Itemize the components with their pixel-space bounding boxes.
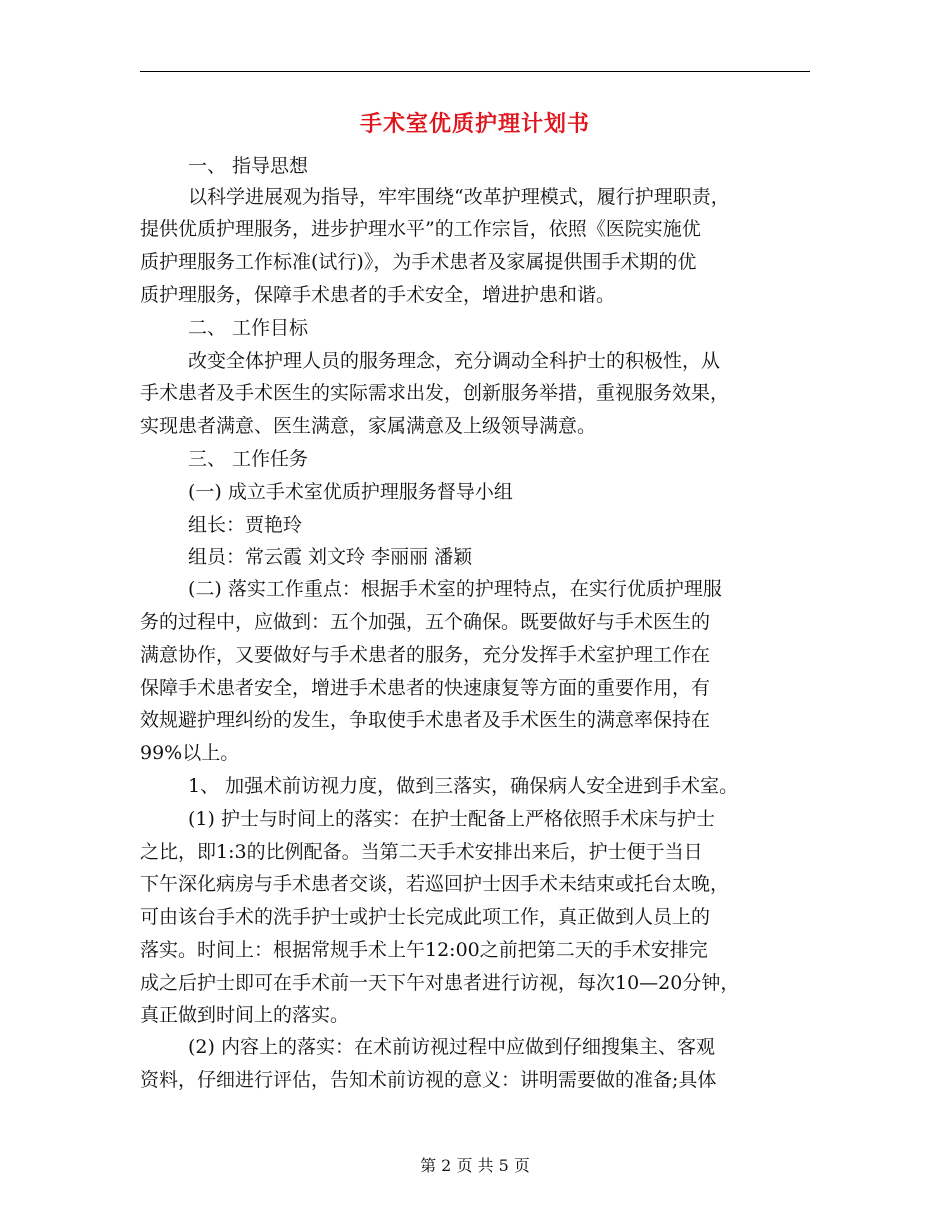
body-text-line: (2) 内容上的落实：在术前访视过程中应做到仔细搜集主、客观 (188, 1036, 715, 1058)
body-text-line: 满意协作，又要做好与手术患者的服务，充分发挥手术室护理工作在 (140, 644, 711, 666)
body-text-line: 以科学进展观为指导，牢牢围绕“改革护理模式，履行护理职责， (188, 186, 730, 208)
section-heading: 一、 指导思想 (188, 155, 309, 177)
body-text-line: 务的过程中，应做到：五个加强，五个确保。既要做好与手术医生的 (140, 611, 711, 633)
body-text-line: 保障手术患者安全，增进手术患者的快速康复等方面的重要作用，有 (140, 677, 711, 699)
body-text-line: 质护理服务工作标准(试行)》，为手术患者及家属提供围手术期的优 (140, 251, 697, 273)
header-rule (140, 71, 810, 72)
body-text-line: 落实。时间上：根据常规手术上午12:00之前把第二天的手术安排完 (140, 939, 708, 961)
body-text-line: 1、 加强术前访视力度，做到三落实，确保病人安全进到手术室。 (188, 775, 739, 797)
subsection-heading: (一) 成立手术室优质护理服务督导小组 (188, 481, 513, 503)
body-text-line: 成之后护士即可在手术前一天下午对患者进行访视，每次10—20分钟， (140, 972, 740, 994)
body-text-line: 下午深化病房与手术患者交谈，若巡回护士因手术未结束或托台太晚， (140, 873, 730, 895)
body-text-line: 质护理服务，保障手术患者的手术安全，增进护患和谐。 (140, 284, 616, 306)
body-text-line: 手术患者及手术医生的实际需求出发，创新服务举措，重视服务效果， (140, 382, 730, 404)
body-text-line: 99%以上。 (140, 742, 240, 764)
body-text-line: 提供优质护理服务，进步护理水平”的工作宗旨，依照《医院实施优 (140, 218, 701, 240)
body-text-line: 之比，即1:3的比例配备。当第二天手术安排出来后，护士便于当日 (140, 841, 703, 863)
body-text-line: 实现患者满意、医生满意，家属满意及上级领导满意。 (140, 415, 597, 437)
body-text-line: 改变全体护理人员的服务理念，充分调动全科护士的积极性，从 (188, 350, 721, 372)
body-text-line: 可由该台手术的洗手护士或护士长完成此项工作，真正做到人员上的 (140, 906, 711, 928)
page-number-footer: 第 2 页 共 5 页 (420, 1156, 530, 1175)
body-text-line: (二) 落实工作重点：根据手术室的护理特点，在实行优质护理服 (188, 578, 722, 600)
section-heading: 二、 工作目标 (188, 317, 309, 339)
body-text-line: 效规避护理纠纷的发生，争取使手术患者及手术医生的满意率保持在 (140, 709, 711, 731)
document-title: 手术室优质护理计划书 (359, 111, 590, 137)
body-text-line: 组长：贾艳玲 (188, 514, 303, 536)
body-text-line: 真正做到时间上的落实。 (140, 1004, 350, 1026)
section-heading: 三、 工作任务 (188, 448, 309, 470)
body-text-line: (1) 护士与时间上的落实：在护士配备上严格依照手术床与护士 (188, 808, 715, 830)
body-text-line: 资料，仔细进行评估，告知术前访视的意义：讲明需要做的准备;具体 (140, 1069, 717, 1091)
body-text-line: 组员：常云霞 刘文玲 李丽丽 潘颖 (188, 546, 473, 568)
